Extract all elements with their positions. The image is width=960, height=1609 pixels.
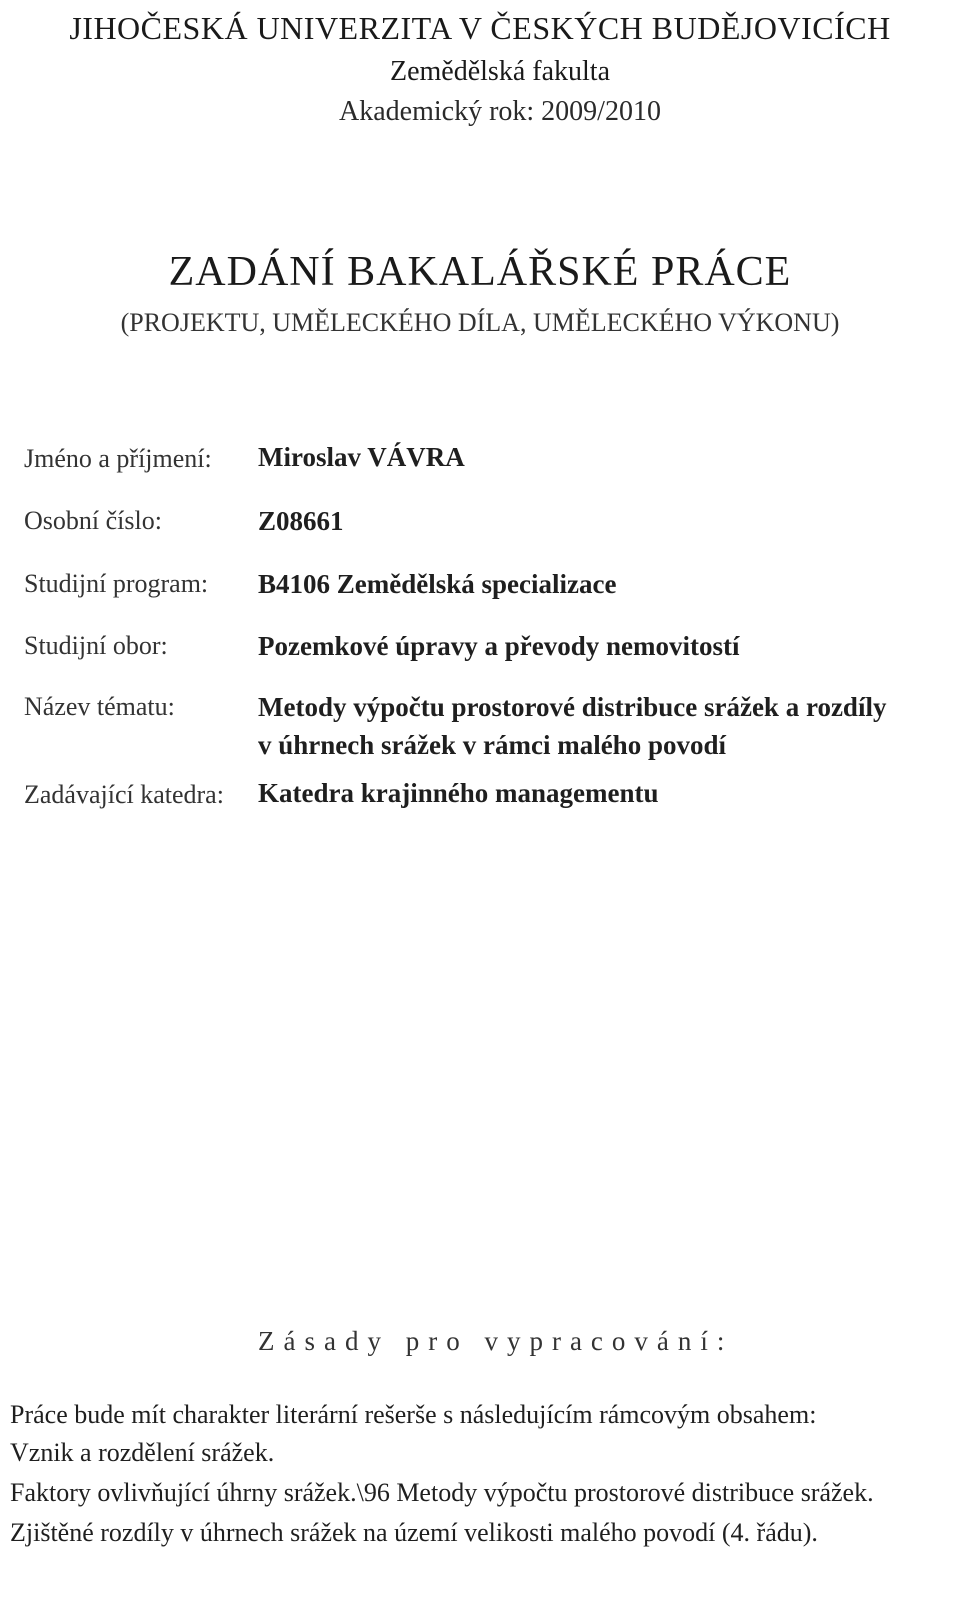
university-name: JIHOČESKÁ UNIVERZITA V ČESKÝCH BUDĚJOVICÍCH — [69, 10, 891, 46]
topic-line-1: Metody výpočtu prostorové distribuce srážek a rozdíly — [258, 692, 887, 722]
personal-number-label: Osobní číslo: — [24, 506, 162, 535]
topic-value — [258, 688, 886, 764]
principles-heading: Zásady pro vypracování: — [258, 1326, 734, 1356]
name-label: Jméno a příjmení: — [24, 444, 212, 473]
personal-number-value: Z08661 — [258, 506, 344, 536]
principles-line-3: Faktory ovlivňující úhrny srážek.\96 Metody výpočtu prostorové distribuce srážek. — [10, 1478, 874, 1507]
document-subtitle: (PROJEKTU, UMĚLECKÉHO DÍLA, UMĚLECKÉHO VÝKONU) — [120, 308, 840, 337]
faculty-name: Zemědělská fakulta — [389, 56, 610, 87]
principles-line-2: Vznik a rozdělení srážek. — [10, 1438, 275, 1467]
document-title: ZADÁNÍ BAKALÁŘSKÉ PRÁCE — [168, 249, 792, 295]
principles-line-4: Zjištěné rozdíly v úhrnech srážek na území velikosti malého povodí (4. řádu). — [10, 1518, 818, 1547]
name-value: Miroslav VÁVRA — [258, 442, 465, 472]
principles-line-1: Práce bude mít charakter literární rešerše s následujícím rámcovým obsahem: — [10, 1400, 817, 1429]
academic-year: Akademický rok: 2009/2010 — [339, 96, 661, 127]
topic-line-2: v úhrnech srážek v rámci malého povodí — [258, 730, 726, 760]
study-program-label: Studijní program: — [24, 569, 209, 598]
department-label: Zadávající katedra: — [24, 780, 224, 809]
topic-label: Název tématu: — [24, 692, 175, 721]
department-value: Katedra krajinného managementu — [258, 778, 659, 808]
study-program-value: B4106 Zemědělská specializace — [258, 569, 617, 599]
study-field-label: Studijní obor: — [24, 631, 168, 660]
study-field-value: Pozemkové úpravy a převody nemovitostí — [258, 631, 740, 661]
